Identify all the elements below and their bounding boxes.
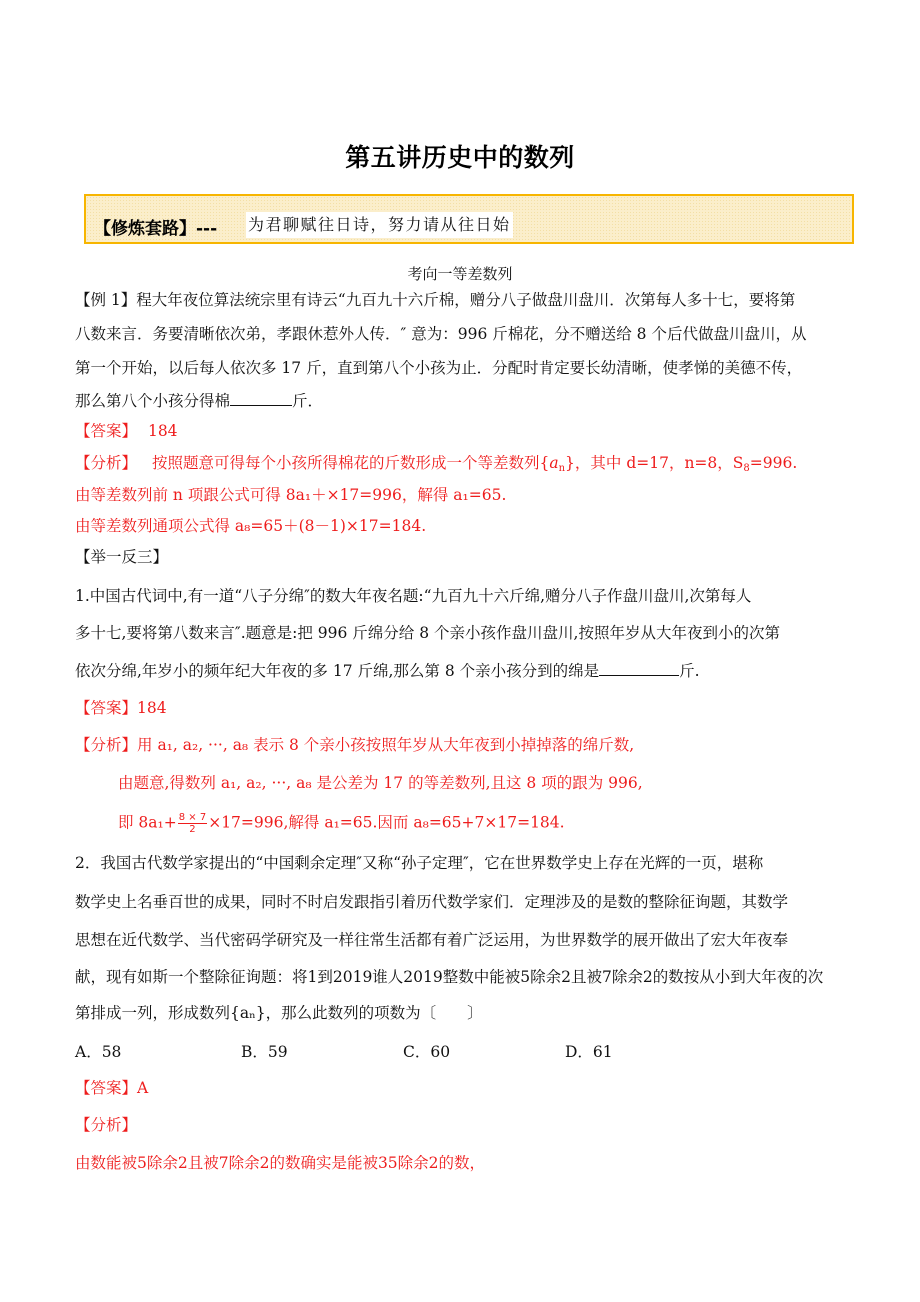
problem1-analysis-line-1 [75, 735, 634, 755]
practice-heading: 【举一反三】 [75, 548, 169, 566]
math-sub: 8 [743, 463, 750, 474]
answer-label: 【答案】 [75, 1079, 138, 1097]
answer-value: A [137, 1079, 149, 1097]
section-heading: 考向一等差数列 [407, 265, 513, 283]
motto-label-text: 【修炼套路】 [94, 219, 196, 239]
problem1-line-1: 1.中国古代词中,有一道“八子分绵″的数大年夜名题:“九百九十六斤绵,赠分八子作盘川盘川,次第每人 [75, 587, 752, 605]
option-c: C．60 [403, 1043, 451, 1061]
example1-analysis-line-1 [75, 453, 797, 479]
problem1-line-3 [75, 661, 700, 681]
answer-value: 184 [137, 699, 167, 717]
fraction-numerator: 8 × 7 [178, 812, 207, 823]
analysis-text: =996. [749, 454, 798, 472]
example1-analysis-line-2: 由等差数列前 n 项跟公式可得 8a₁＋×17=996，解得 a₁=65. [75, 486, 507, 504]
problem2-line-3: 思想在近代数学、当代密码学研究及一样往常生活都有着广泛运用，为世界数学的展开做出了宏大年夜奉 [75, 931, 789, 949]
problem2-analysis-label: 【分析】 [75, 1116, 138, 1134]
problem2-line-1: 2．我国古代数学家提出的“中国剩余定理″又称“孙子定理″，它在世界数学史上存在光辉的一页，堪称 [75, 854, 764, 872]
motto-dash: --- [196, 219, 218, 239]
motto-box [84, 194, 854, 244]
answer-blank [230, 391, 292, 406]
problem1-unit: 斤. [679, 662, 700, 680]
answer-label: 【答案】 [75, 422, 138, 440]
option-a: A．58 [75, 1043, 122, 1061]
example1-text: 程大年夜位算法统宗里有诗云“九百九十六斤棉，赠分八子做盘川盘川．次第每人多十七，要将第 [136, 291, 796, 309]
analysis-text: }，其中 d=17，n=8，S [565, 454, 744, 472]
answer-blank [599, 661, 679, 676]
example1-answer [75, 421, 178, 441]
problem2-analysis-line-1: 由数能被5除余2且被7除余2的数确实是能被35除余2的数， [75, 1154, 486, 1172]
problem1-answer [75, 698, 167, 718]
example1-line-1 [75, 290, 795, 310]
fraction [178, 812, 207, 835]
example1-analysis-line-3: 由等差数列通项公式得 a₈=65＋(8－1)×17=184. [75, 517, 427, 535]
problem1-line-2: 多十七,要将第八数来言″.题意是:把 996 斤绵分给 8 个亲小孩作盘川盘川,按照年岁从大年夜到小的次第 [75, 624, 780, 642]
motto-text: 为君聊赋往日诗，努力请从往日始 [246, 212, 513, 238]
math-var: a [549, 454, 559, 472]
problem1-analysis-line-3 [118, 812, 565, 835]
fraction-denominator: 2 [189, 824, 196, 835]
answer-value: 184 [147, 422, 178, 440]
example1-tag: 【例 1】 [75, 291, 137, 309]
analysis-label: 【分析】 [75, 454, 138, 472]
example1-unit: 斤． [292, 392, 324, 410]
problem2-line-4: 献，现有如斯一个整除征询题：将1到2019谁人2019整数中能被5除余2且被7除余2的数按从小到大年夜的次 [75, 968, 824, 986]
analysis-text: 即 8a₁+ [118, 813, 177, 832]
motto-label [94, 214, 217, 239]
problem2-line-2: 数学史上名垂百世的成果，同时不时启发跟指引着历代数学家们．定理涉及的是数的整除征询题，其数学 [75, 893, 789, 911]
analysis-text: 用 a₁, a₂, ···, a₈ 表示 8 个亲小孩按照年岁从大年夜到小掉掉落的绵斤数, [137, 736, 635, 754]
problem2-answer [75, 1078, 148, 1098]
option-b: B．59 [241, 1043, 288, 1061]
analysis-text: 按照题意可得每个小孩所得棉花的斤数形成一个等差数列{ [151, 454, 550, 472]
example1-line-2: 八数来言．务要清晰依次弟，孝跟休惹外人传．″ 意为：996 斤棉花，分不赠送给 8 个后代做盘川盘川，从 [75, 325, 807, 343]
example1-line-4 [75, 391, 323, 411]
analysis-label: 【分析】 [75, 736, 138, 754]
example1-question: 那么第八个小孩分得棉 [75, 392, 231, 410]
analysis-text: ×17=996,解得 a₁=65.因而 a₈=65+7×17=184. [208, 813, 565, 832]
page-title: 第五讲历史中的数列 [345, 143, 575, 172]
example1-line-3: 第一个开始，以后每人依次多 17 斤，直到第八个小孩为止．分配时肯定要长幼清晰，使孝悌的美德不传， [75, 359, 803, 377]
answer-label: 【答案】 [75, 699, 138, 717]
problem2-line-5: 第排成一列，形成数列{aₙ}，那么此数列的项数为〔 〕 [75, 1004, 483, 1022]
math-sub: n [558, 463, 566, 474]
option-d: D．61 [565, 1043, 613, 1061]
problem1-question: 依次分绵,年岁小的频年纪大年夜的多 17 斤绵,那么第 8 个亲小孩分到的绵是 [75, 662, 600, 680]
problem1-analysis-line-2: 由题意,得数列 a₁, a₂, ···, a₈ 是公差为 17 的等差数列,且这 8 项的跟为 996, [118, 774, 643, 792]
